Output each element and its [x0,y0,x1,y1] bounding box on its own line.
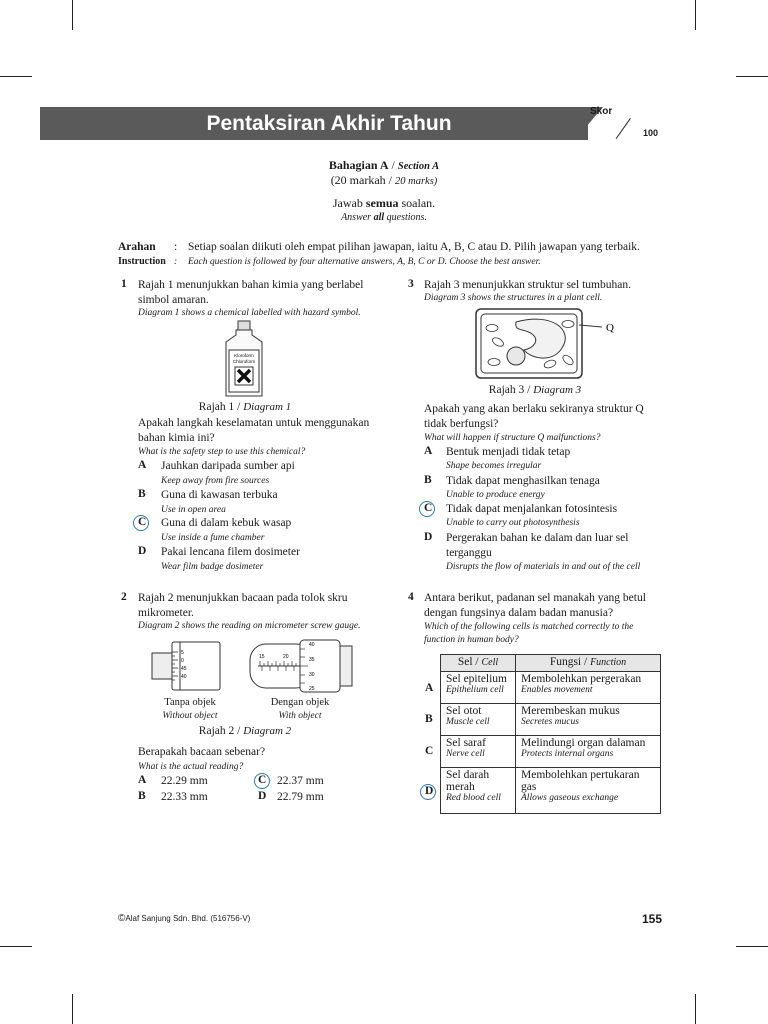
table-row [441,704,661,736]
table-cell: Sel saraf Nerve cell [441,736,516,768]
crop-mark [695,0,696,30]
table-cell: Merembeskan mukus Secretes mucus [516,704,661,736]
table-row [441,736,661,768]
row-letter: D [425,785,434,797]
page-number: 155 [642,912,663,926]
row-letter: C [425,745,434,757]
q1-option-a-en: Keep away from fire sources [161,476,270,486]
option-letter: A [424,445,433,457]
table-cell: Sel darah merah Red blood cell [441,768,516,814]
q1-question-en: What is the safety step to use this chemical? [138,447,306,457]
plant-cell-image [474,306,624,382]
q2-option-a: 22.29 mm [161,775,208,787]
copyright-icon: © [118,913,126,924]
q3-option-b-en: Unable to produce energy [446,490,545,500]
crop-mark [72,994,73,1024]
scale-tick-label: 25 [309,686,315,692]
bottle-label-en: Chloroform [232,359,256,364]
q1-stem-bm: Rajah 1 menunjukkan bahan kimia yang berlabel simbol amaran. [138,279,364,306]
q2-option-b: 22.33 mm [161,791,208,803]
q3-option-a-bm: Bentuk menjadi tidak tetap [446,446,571,458]
score-label: Skor [590,106,613,117]
answer-instruction-bm: Jawab semua soalan. [332,196,436,210]
scale-tick-label: 40 [309,642,315,648]
q2-option-c: 22.37 mm [277,775,324,787]
table-cell: Membolehkan pergerakan Enables movement [516,672,661,704]
q2-option-d: 22.79 mm [277,791,324,803]
micrometer-with-object [250,640,352,692]
q3-caption: Rajah 3 / Diagram 3 [488,384,582,396]
question-number: 4 [408,591,414,603]
instruction-en: Instruction : Each question is followed by four alternative answers, A, B, C or D. Choose the best answer. [118,256,541,267]
micrometer-readings-image [150,636,355,694]
question-number: 2 [121,591,127,603]
chloroform-bottle-image [212,320,276,398]
q3-option-d-en: Disrupts the flow of materials in and out of the cell [446,562,641,572]
option-letter: C [138,516,147,528]
table-row [441,672,661,704]
instruction-bm: Arahan : Setiap soalan diikuti oleh empat pilihan jawapan, iaitu A, B, C atau D. Pilih jawapan yang terbaik. [118,241,640,253]
scale-tick-label: 45 [181,666,187,672]
label-with-object: Dengan objek [270,697,330,708]
row-letter: A [425,682,434,694]
table-cell: Melindungi organ dalaman Protects internal organs [516,736,661,768]
scale-tick-label: 35 [309,657,315,663]
table-row [441,768,661,814]
q1-option-a-bm: Jauhkan daripada sumber api [161,460,295,472]
crop-mark [72,0,73,30]
table-cell: Sel epitelium Epithelium cell [441,672,516,704]
question-number: 1 [121,278,127,290]
scale-tick-label: 5 [181,650,184,656]
q3-option-a-en: Shape becomes irregular [446,461,542,471]
label-without-object-en: Without object [162,711,218,721]
option-letter: C [258,774,267,786]
score-total: 100 [643,128,659,138]
q1-caption: Rajah 1 / Diagram 1 [198,401,292,413]
column-header-function: Fungsi / Function [516,655,661,672]
bottle-label-bm: Kloroform [234,353,254,358]
q3-question-en: What will happen if structure Q malfunctions? [424,433,601,443]
q2-question-bm: Berapakah bacaan sebenar? [138,746,266,758]
option-letter: D [424,531,433,543]
table-cell: Membolehkan pertukaran gas Allows gaseous exchange [516,768,661,814]
q2-stem-en: Diagram 2 shows the reading on micrometer screw gauge. [138,621,361,631]
publisher-footer: ©Alaf Sanjung Sdn. Bhd. (516756-V) [118,913,251,924]
column-header-cell: Sel / Cell [441,655,516,672]
q1-option-d-bm: Pakai lencana filem dosimeter [161,546,300,558]
question-number: 3 [408,278,414,290]
q1-option-b-en: Use in open area [161,505,226,515]
crop-mark [736,946,768,947]
q4-stem-bm: Antara berikut, padanan sel manakah yang betul dengan fungsinya dalam badan manusia? [424,592,646,619]
q1-stem-en: Diagram 1 shows a chemical labelled with hazard symbol. [138,308,361,318]
q1-option-c-en: Use inside a fume chamber [161,533,265,543]
scale-tick-label: 15 [259,654,265,660]
scale-tick-label: 40 [181,674,187,680]
q2-stem-bm: Rajah 2 menunjukkan bacaan pada tolok skru mikrometer. [138,592,348,619]
q2-caption: Rajah 2 / Diagram 2 [198,725,292,737]
q3-option-b-bm: Tidak dapat menghasilkan tenaga [446,475,600,487]
cell-function-table [440,654,661,814]
crop-mark [0,946,32,947]
q3-stem-bm: Rajah 3 menunjukkan struktur sel tumbuhan. [424,279,631,291]
q1-option-b-bm: Guna di kawasan terbuka [161,489,278,501]
score-slash [616,118,631,139]
option-letter: C [424,502,433,514]
section-marks: (20 markah / 20 marks) [330,173,438,187]
scale-tick-label: 0 [181,658,184,664]
answer-instruction-en: Answer all questions. [341,212,427,223]
table-header-row [441,655,661,672]
option-letter: A [138,774,147,786]
q2-question-en: What is the actual reading? [138,762,244,772]
q1-option-d-en: Wear film badge dosimeter [161,562,264,572]
crop-mark [0,76,32,77]
q1-question-bm: Apakah langkah keselamatan untuk menggunakan bahan kimia ini? [138,417,370,444]
option-letter: D [138,545,147,557]
q3-option-d-bm: Pergerakan bahan ke dalam dan luar sel terganggu [446,532,629,559]
option-letter: A [138,459,147,471]
q3-stem-en: Diagram 3 shows the structures in a plant cell. [424,293,603,303]
q3-option-c-bm: Tidak dapat menjalankan fotosintesis [446,503,618,515]
q3-question-bm: Apakah yang akan berlaku sekiranya struktur Q tidak berfungsi? [424,403,644,430]
q3-option-c-en: Unable to carry out photosynthesis [446,518,580,528]
micrometer-without-object [152,642,220,690]
q1-option-c-bm: Guna di dalam kebuk wasap [161,517,292,529]
option-letter: B [138,488,146,500]
scale-tick-label: 20 [283,654,289,660]
structure-q-label: Q [606,322,614,334]
row-letter: B [425,713,433,725]
label-with-object-en: With object [278,711,322,721]
option-letter: D [258,790,267,802]
option-letter: B [424,474,432,486]
section-title: Bahagian A / Section A [328,158,440,172]
crop-mark [695,994,696,1024]
scale-tick-label: 30 [309,672,315,678]
option-letter: B [138,790,146,802]
page-title: Pentaksiran Akhir Tahun [206,112,452,135]
q4-stem-en: Which of the following cells is matched correctly to the function in human body? [424,622,634,645]
table-cell: Sel otot Muscle cell [441,704,516,736]
crop-mark [736,76,768,77]
label-without-object: Tanpa objek [164,697,216,708]
